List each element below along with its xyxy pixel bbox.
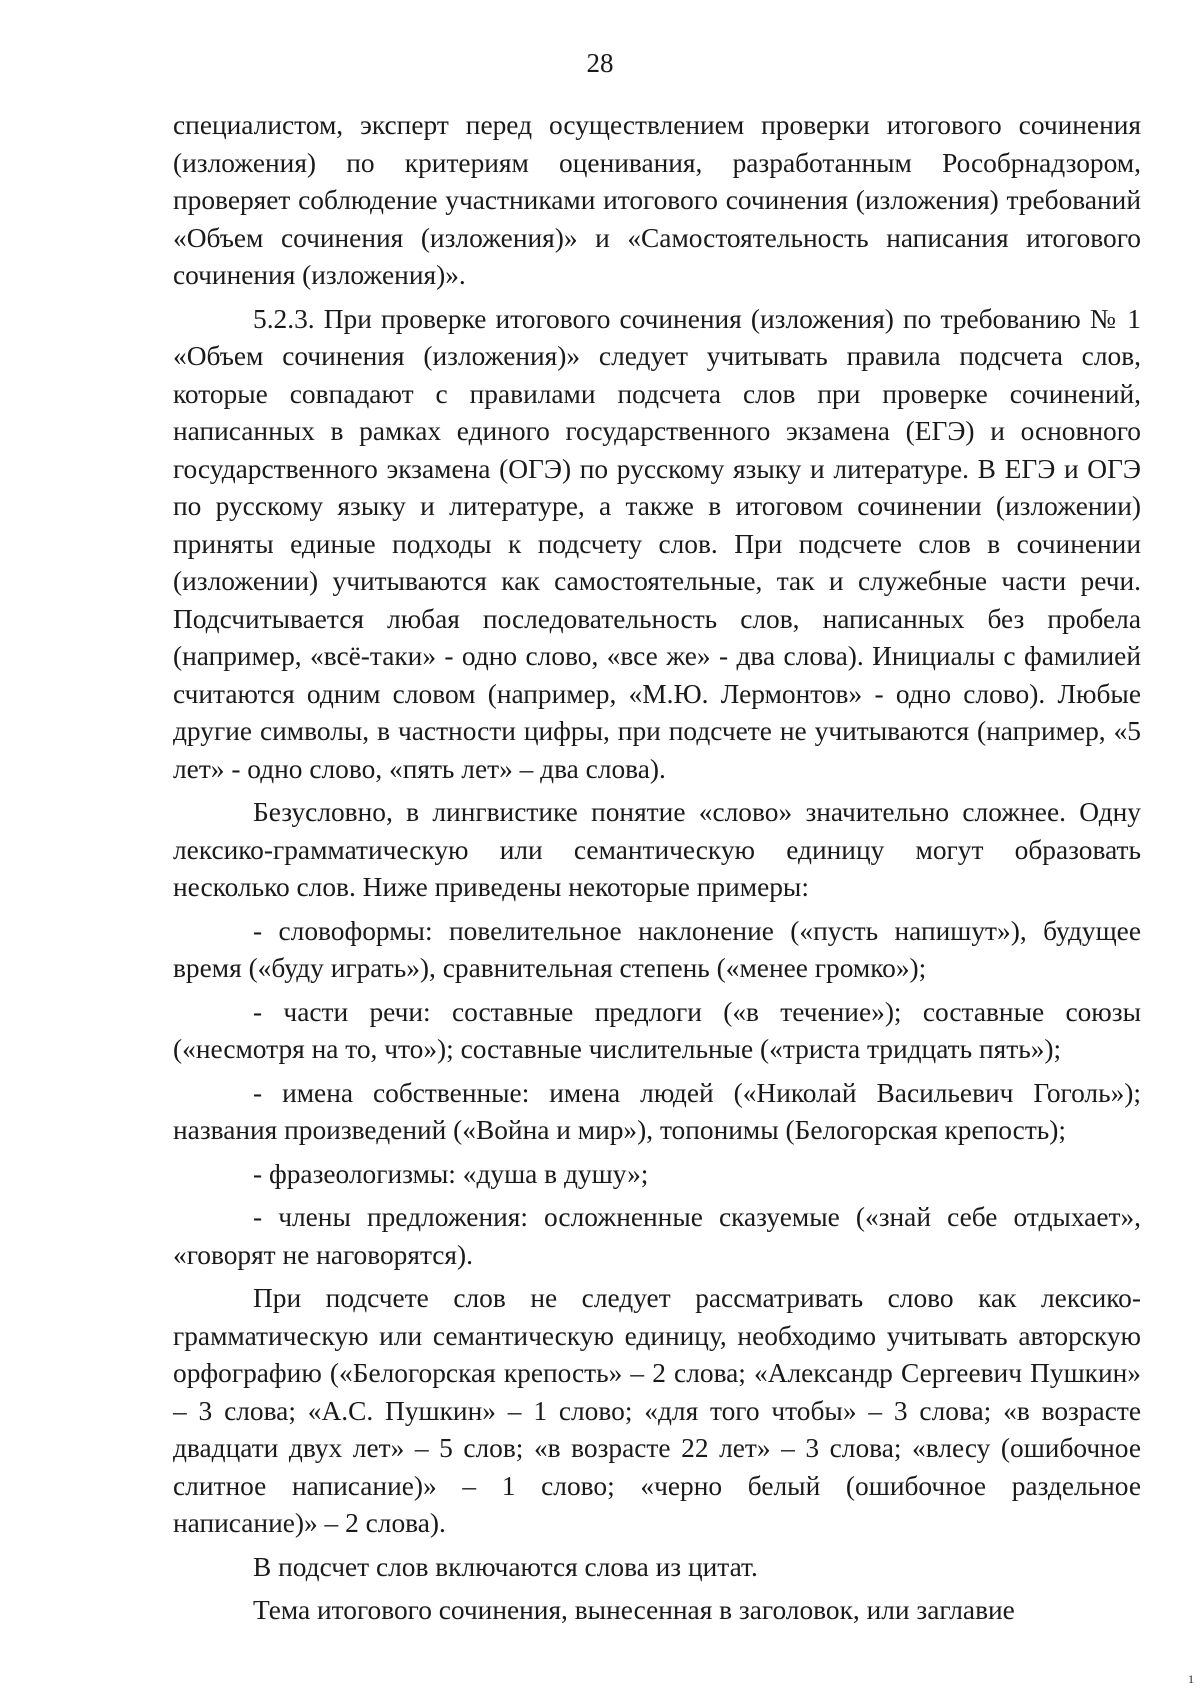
document-body <box>173 107 1141 1630</box>
paragraph-section-5-2-3: 5.2.3. При проверке итогового сочинения (изложения) по требованию № 1 «Объем сочинения (изложения)» следует учитывать правила подсчета слов, которые совпадают с правилами подсчета слов при проверке сочинений, написанных в рамках единого государственного экзамена (ЕГЭ) и основного государственного экзамена (ОГЭ) по русскому языку и литературе. В ЕГЭ и ОГЭ по русскому языку и литературе, а также в итоговом сочинении (изложении) приняты единые подходы к подсчету слов. При подсчете слов в сочинении (изложении) учитываются как самостоятельные, так и служебные части речи. Подсчитывается любая последовательность слов, написанных без пробела (например, «всё-таки» - одно слово, «все же» - два слова). Инициалы с фамилией считаются одним словом (например, «М.Ю. Лермонтов» - одно слово). Любые другие символы, в частности цифры, при подсчете не учитываются (например, «5 лет» - одно слово, «пять лет» – два слова). <box>173 303 1141 784</box>
page-number: 28 <box>586 48 614 78</box>
paragraph-counting-rules: При подсчете слов не следует рассматривать слово как лексико-грамматическую или семантическую единицу, необходимо учитывать авторскую орфографию («Белогорская крепость» – 2 слова; «Александр Сергеевич Пушкин» – 3 слова; «А.С. Пушкин» – 1 слово; «для того чтобы» – 3 слова; «в возрасте двадцати двух лет» – 5 слов; «в возрасте 22 лет» – 3 слова; «влесу (ошибочное слитное написание)» – 1 слово; «черно белый (ошибочное раздельное написание)» – 2 слова). <box>173 1283 1141 1538</box>
list-item-parts-of-speech: - части речи: составные предлоги («в течение»); составные союзы («несмотря на то, что»); составные числительные («триста тридцать пять»); <box>173 996 1141 1064</box>
paragraph-quotes: В подсчет слов включаются слова из цитат. <box>253 1551 758 1582</box>
paragraph-linguistics: Безусловно, в лингвистике понятие «слово» значительно сложнее. Одну лексико-грамматическую или семантическую единицу могут образовать несколько слов. Ниже приведены некоторые примеры: <box>173 797 1141 902</box>
list-item-idioms: - фразеологизмы: «душа в душу»; <box>253 1158 649 1189</box>
list-item-proper-names: - имена собственные: имена людей («Николай Васильевич Гоголь»); названия произведений («Война и мир»), топонимы (Белогорская крепость); <box>173 1077 1141 1145</box>
list-item-word-forms: - словоформы: повелительное наклонение («пусть напишут»), будущее время («буду играть»), сравнительная степень («менее громко»); <box>173 915 1141 983</box>
list-item-sentence-members: - члены предложения: осложненные сказуемые («знай себе отдыхает», «говорят не наговорятся). <box>173 1202 1141 1270</box>
paragraph-topic-title: Тема итогового сочинения, вынесенная в заголовок, или заглавие <box>253 1595 1015 1625</box>
edge-mark: 1 <box>1188 1672 1194 1686</box>
paragraph-continuation: специалистом, эксперт перед осуществлением проверки итогового сочинения (изложения) по критериям оценивания, разработанным Рособрнадзором, проверяет соблюдение участниками итогового сочинения (изложения) требований «Объем сочинения (изложения)» и «Самостоятельность написания итогового сочинения (изложения)». <box>173 110 1141 290</box>
